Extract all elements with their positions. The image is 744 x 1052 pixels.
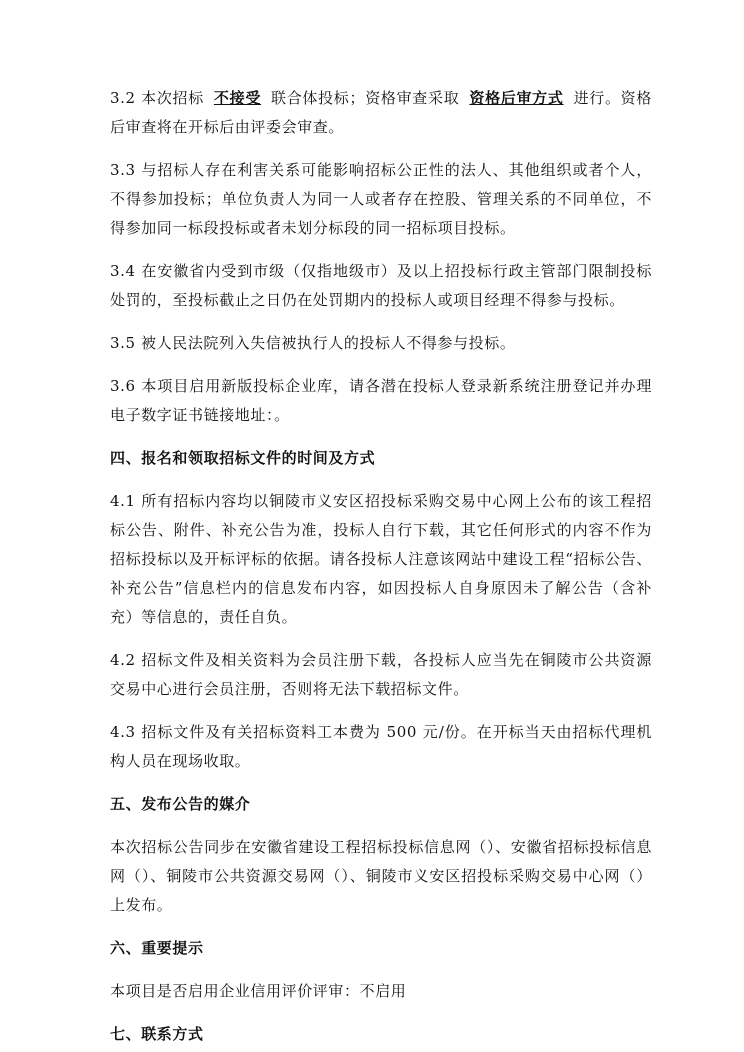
clause-4-2: 4.2 招标文件及相关资料为会员注册下载，各投标人应当先在铜陵市公共资源交易中心进行会员注册，否则将无法下载招标文件。 <box>110 651 652 698</box>
clause-3-4: 3.4 在安徽省内受到市级（仅指地级市）及以上招投标行政主管部门限制投标处罚的，至投标截止之日仍在处罚期内的投标人或项目经理不得参与投标。 <box>110 262 652 309</box>
section-6-body: 本项目是否启用企业信用评价评审：不启用 <box>110 982 407 1000</box>
section-6-heading: 六、重要提示 <box>110 939 204 957</box>
clause-3-5: 3.5 被人民法院列入失信被执行人的投标人不得参与投标。 <box>110 334 516 352</box>
clause-4-3: 4.3 招标文件及有关招标资料工本费为 500 元/份。在开标当天由招标代理机构人员在现场收取。 <box>110 723 652 770</box>
section-7-heading: 七、联系方式 <box>110 1025 204 1043</box>
section-5-heading: 五、发布公告的媒介 <box>110 795 251 813</box>
section-5-body: 本次招标公告同步在安徽省建设工程招标投标信息网（）、安徽省招标投标信息网（）、铜陵市公共资源交易网（）、铜陵市义安区招投标采购交易中心网（）上发布。 <box>110 838 652 914</box>
clause-3-2 <box>110 84 652 142</box>
section-4-heading: 四、报名和领取招标文件的时间及方式 <box>110 449 376 467</box>
clause-3-2-text-a: 3.2 本次招标 <box>110 89 204 107</box>
clause-3-6: 3.6 本项目启用新版投标企业库，请各潜在投标人登录新系统注册登记并办理电子数字证书链接地址：。 <box>110 377 652 424</box>
clause-4-1: 4.1 所有招标内容均以铜陵市义安区招投标采购交易中心网上公布的该工程招标公告、附件、补充公告为准，投标人自行下载，其它任何形式的内容不作为招标投标以及开标评标的依据。请各投标人注意该网站中建设工程“招标公告、补充公告”信息栏内的信息发布内容，如因投标人自身原因未了解公告（含补充）等信息的，责任自负。 <box>110 492 652 626</box>
clause-3-2-text-c: 进行。资格后审查将在开标后由评委会审查。 <box>110 89 652 136</box>
qualification-method-fill: 资格后审方式 <box>469 89 564 107</box>
consortium-fill: 不接受 <box>213 89 262 107</box>
clause-3-2-text-b: 联合体投标；资格审查采取 <box>271 89 460 107</box>
clause-3-3: 3.3 与招标人存在利害关系可能影响招标公正性的法人、其他组织或者个人，不得参加投标；单位负责人为同一人或者存在控股、管理关系的不同单位，不得参加同一标段投标或者未划分标段的同一招标项目投标。 <box>110 161 652 237</box>
